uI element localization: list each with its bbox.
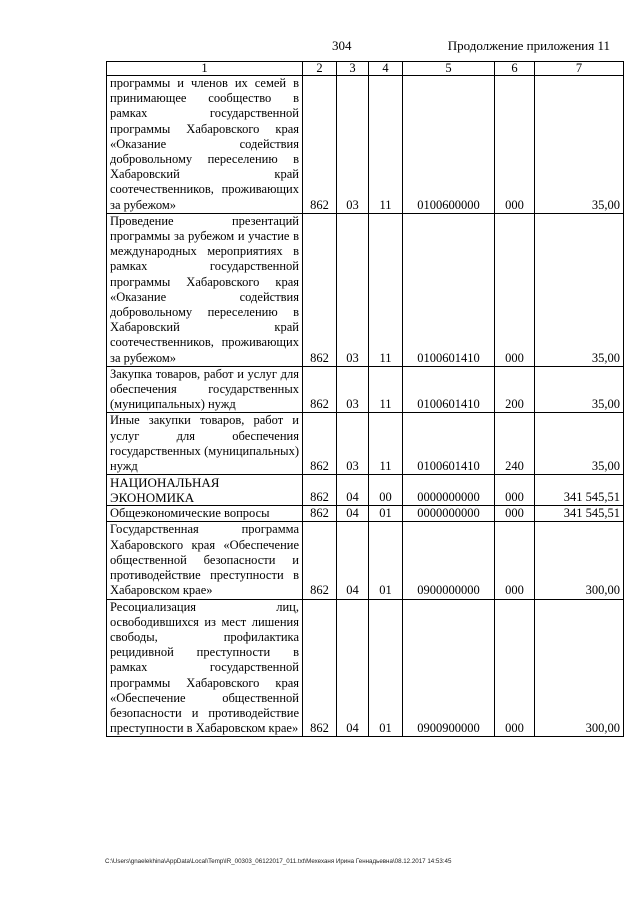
- cell-target-article: 0100601410: [403, 366, 495, 413]
- cell-subsection: 01: [369, 522, 403, 599]
- file-path-footer: C:\Users\gnaelekhina\AppData\Local\Temp\IR_00303_06122017_011.txt\Мехеханя Ирина Геннадьевна\08.12.2017 14:53:45: [105, 858, 452, 865]
- cell-ministry: 862: [303, 506, 337, 522]
- cell-amount: 35,00: [535, 413, 624, 475]
- cell-subsection: 11: [369, 76, 403, 214]
- cell-section: 03: [337, 413, 369, 475]
- cell-section: 04: [337, 475, 369, 506]
- cell-section: 04: [337, 599, 369, 737]
- cell-section: 03: [337, 213, 369, 366]
- cell-ministry: 862: [303, 599, 337, 737]
- cell-ministry: 862: [303, 213, 337, 366]
- cell-target-article: 0000000000: [403, 506, 495, 522]
- table-row: [107, 213, 624, 366]
- cell-ministry: 862: [303, 366, 337, 413]
- column-number-row: [107, 62, 624, 76]
- cell-subsection: 11: [369, 366, 403, 413]
- cell-amount: 300,00: [535, 522, 624, 599]
- cell-amount: 35,00: [535, 213, 624, 366]
- row-name: программы и членов их семей в принимающее сообщество в рамках государственной программы Хабаровского края «Оказание содействия добровольному переселению в Хабаровский край соотечественников, проживающих за рубежом»: [107, 76, 303, 214]
- cell-expense-type: 000: [495, 475, 535, 506]
- cell-target-article: 0900900000: [403, 599, 495, 737]
- cell-target-article: 0100601410: [403, 413, 495, 475]
- cell-target-article: 0900000000: [403, 522, 495, 599]
- cell-ministry: 862: [303, 522, 337, 599]
- cell-expense-type: 200: [495, 366, 535, 413]
- column-number: 6: [495, 62, 535, 76]
- continuation-label: Продолжение приложения 11: [447, 38, 610, 53]
- table-row: [107, 599, 624, 737]
- cell-expense-type: 240: [495, 413, 535, 475]
- column-number: 5: [403, 62, 495, 76]
- table-row: [107, 522, 624, 599]
- cell-amount: 35,00: [535, 76, 624, 214]
- row-name: Ресоциализация лиц, освободившихся из мест лишения свободы, профилактика рецидивной преступности в рамках государственной программы Хабаровского края «Обеспечение общественной безопасности и противодействие преступности в Хабаровском крае»: [107, 599, 303, 737]
- table-row: [107, 366, 624, 413]
- cell-expense-type: 000: [495, 506, 535, 522]
- cell-section: 03: [337, 76, 369, 214]
- row-name: Общеэкономические вопросы: [107, 506, 303, 522]
- cell-expense-type: 000: [495, 522, 535, 599]
- column-number: 1: [107, 62, 303, 76]
- cell-amount: 341 545,51: [535, 475, 624, 506]
- cell-ministry: 862: [303, 76, 337, 214]
- cell-subsection: 11: [369, 213, 403, 366]
- column-number: 4: [369, 62, 403, 76]
- cell-amount: 300,00: [535, 599, 624, 737]
- column-number: 3: [337, 62, 369, 76]
- row-name: НАЦИОНАЛЬНАЯ ЭКОНОМИКА: [107, 475, 303, 506]
- cell-target-article: 0000000000: [403, 475, 495, 506]
- row-name: Государственная программа Хабаровского края «Обеспечение общественной безопасности и противодействие преступности в Хабаровском крае»: [107, 522, 303, 599]
- cell-ministry: 862: [303, 413, 337, 475]
- table-row: [107, 475, 624, 506]
- row-name: Проведение презентаций программы за рубежом и участие в международных мероприятиях в рамках государственной программы Хабаровского края «Оказание содействия добровольному переселению в Хабаровский край соотечественников, проживающих за рубежом»: [107, 213, 303, 366]
- cell-expense-type: 000: [495, 76, 535, 214]
- cell-subsection: 11: [369, 413, 403, 475]
- page-number: 304: [332, 38, 352, 53]
- cell-target-article: 0100600000: [403, 76, 495, 214]
- cell-subsection: 01: [369, 506, 403, 522]
- table-row: [107, 506, 624, 522]
- column-number: 7: [535, 62, 624, 76]
- row-name: Закупка товаров, работ и услуг для обеспечения государственных (муниципальных) нужд: [107, 366, 303, 413]
- cell-ministry: 862: [303, 475, 337, 506]
- table-row: [107, 413, 624, 475]
- cell-section: 04: [337, 506, 369, 522]
- cell-expense-type: 000: [495, 599, 535, 737]
- cell-expense-type: 000: [495, 213, 535, 366]
- cell-section: 03: [337, 366, 369, 413]
- cell-amount: 341 545,51: [535, 506, 624, 522]
- cell-section: 04: [337, 522, 369, 599]
- cell-target-article: 0100601410: [403, 213, 495, 366]
- cell-amount: 35,00: [535, 366, 624, 413]
- table-row: [107, 76, 624, 214]
- column-number: 2: [303, 62, 337, 76]
- cell-subsection: 01: [369, 599, 403, 737]
- row-name: Иные закупки товаров, работ и услуг для обеспечения государственных (муниципальных) нужд: [107, 413, 303, 475]
- cell-subsection: 00: [369, 475, 403, 506]
- budget-table: [106, 61, 624, 737]
